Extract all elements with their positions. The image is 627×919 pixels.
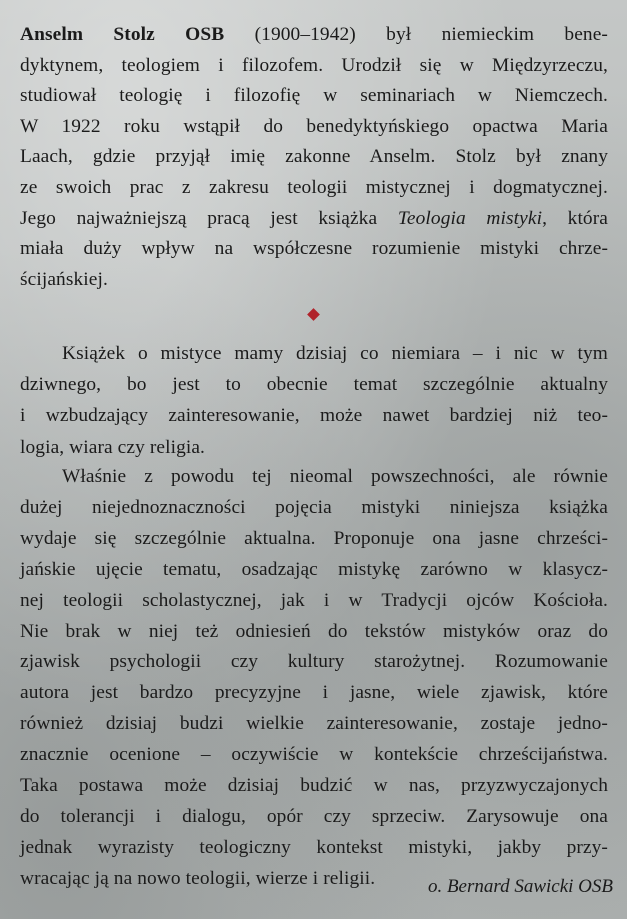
- main-paragraph: [20, 462, 608, 895]
- main-line-12: do tolerancji i dialogu, opór czy sprzeciw. Zarysowuje ona: [20, 805, 608, 827]
- main-line-13: jednak wyrazisty teologiczny kontekst mistyki, jakby przy-: [20, 836, 608, 858]
- main-line-4: jańskie ujęcie tematu, osadzając mistykę zarówno w klasycz-: [20, 558, 608, 580]
- bio-line-1-rest: (1900–1942) był niemieckim bene-: [224, 24, 608, 45]
- main-line-8: autora jest bardzo precyzyjne i jasne, wiele zjawisk, które: [20, 682, 608, 704]
- author-name: Anselm Stolz OSB: [20, 24, 225, 45]
- main-line-9: również dzisiaj budzi wielkie zainteresowanie, zostaje jedno-: [20, 713, 608, 735]
- author-bio-paragraph: [20, 20, 608, 295]
- intro-line-1: Książek o mistyce mamy dzisiaj co niemiara – i nic w tym: [62, 343, 608, 364]
- bio-line-9: ścijańskiej.: [20, 268, 108, 290]
- bio-line-7: [20, 204, 608, 235]
- main-line-11: Taka postawa może dzisiaj budzić w nas, przyzwyczajonych: [20, 775, 608, 797]
- diamond-ornament-icon: [307, 308, 320, 321]
- main-line-5: nej teologii scholastycznej, jak i w Tradycji ojców Kościoła.: [20, 589, 608, 611]
- bio-line-5: Laach, gdzie przyjął imię zakonne Anselm. Stolz był znany: [20, 146, 608, 168]
- main-line-10: znacznie ocenione – oczywiście w kontekście chrześcijaństwa.: [20, 744, 608, 766]
- bio-line-1: [20, 20, 608, 51]
- main-line-1: Właśnie z powodu tej nieomal powszechności, ale równie: [62, 466, 608, 487]
- main-line-14: wracając ją na nowo teologii, wierze i religii.: [20, 867, 376, 889]
- bio-line-6: ze swoich prac z zakresu teologii mistycznej i dogmatycznej.: [20, 176, 608, 198]
- intro-line-4: logia, wiara czy religia.: [20, 436, 206, 458]
- intro-line-3: i wzbudzający zainteresowanie, może nawet bardziej niż teo-: [20, 405, 608, 427]
- bio-line-7-start: Jego najważniejszą pracą jest książka: [20, 207, 398, 229]
- bio-line-8: miała duży wpływ na współczesne rozumienie mistyki chrze-: [20, 238, 608, 260]
- intro-paragraph: [20, 338, 608, 463]
- bio-line-4: W 1922 roku wstąpił do benedyktyńskiego opactwa Maria: [20, 115, 608, 137]
- main-line-3: wydaje się szczególnie aktualna. Proponuje ona jasne chrześci-: [20, 527, 608, 549]
- main-line-7: zjawisk psychologii czy kultury starożytnej. Rozumowanie: [20, 651, 608, 673]
- book-title: Teologia mistyki: [397, 207, 543, 229]
- main-line-2: dużej niejednoznaczności pojęcia mistyki niniejsza książka: [20, 496, 608, 518]
- signature: o. Bernard Sawicki OSB: [427, 876, 613, 897]
- bio-line-3: studiował teologię i filozofię w seminariach w Niemczech.: [20, 85, 608, 107]
- bio-line-2: dyktynem, teologiem i filozofem. Urodził się w Międzyrzeczu,: [20, 54, 608, 76]
- bio-line-7-end: , która: [542, 207, 608, 229]
- intro-line-2: dziwnego, bo jest to obecnie temat szczególnie aktualny: [20, 374, 608, 396]
- main-line-6: Nie brak w niej też odniesień do tekstów mistyków oraz do: [20, 620, 608, 642]
